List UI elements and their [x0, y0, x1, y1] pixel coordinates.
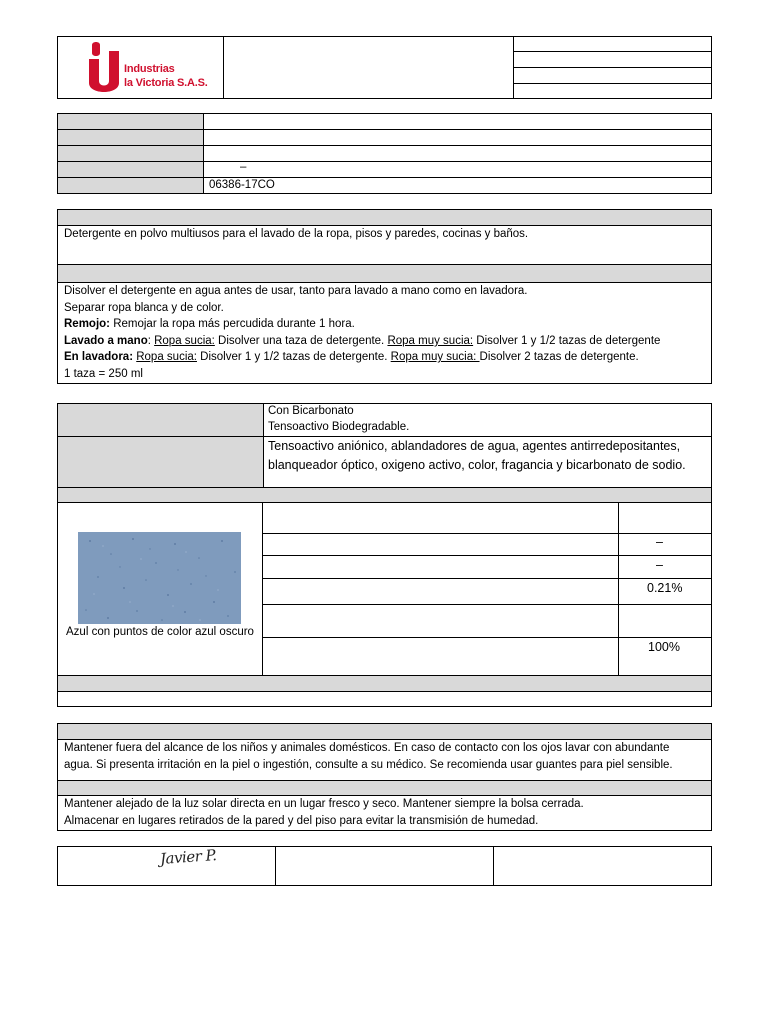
- machine-wash-label: En lavadora:: [64, 351, 134, 363]
- info-table: [57, 113, 712, 194]
- product-divider: [263, 403, 264, 487]
- uses-text: Detergente en polvo multiusos para el lavado de la ropa, pisos y paredes, cocinas y baños.: [64, 228, 529, 240]
- feature-bicarbonate: Con Bicarbonato: [268, 405, 354, 417]
- specs-divider: [262, 502, 263, 675]
- hand-wash-label: Lavado a mano: [64, 335, 148, 347]
- info-row-line: [57, 129, 712, 130]
- spec-value: –: [656, 535, 663, 549]
- instructions-remojo: [64, 316, 355, 333]
- logo-text-line2: la Victoria S.A.S.: [124, 77, 208, 89]
- product-row-line: [57, 502, 712, 503]
- logo-mark-icon: [86, 39, 122, 95]
- specs-row-line: [262, 637, 712, 638]
- signature-divider: [275, 846, 276, 886]
- specs-row-line: [262, 578, 712, 579]
- product-row-line: [57, 487, 712, 488]
- header-row-line: [513, 51, 712, 52]
- instructions-line: Disolver el detergente en agua antes de usar, tanto para lavado a mano como en lavadora.: [64, 285, 528, 297]
- info-row-line: [57, 145, 712, 146]
- dirty-label: Ropa sucia:: [154, 335, 215, 347]
- specs-row-line: [262, 555, 712, 556]
- header-divider: [223, 36, 224, 99]
- specs-row-line: [262, 533, 712, 534]
- separator: :: [147, 335, 155, 347]
- remojo-text: Remojar la ropa más percudida durante 1 hora.: [110, 318, 355, 330]
- color-swatch: [78, 532, 241, 624]
- composition-line: blanqueador óptico, oxigeno activo, color, fragancia y bicarbonato de sodio.: [268, 458, 686, 472]
- composition-line: Tensoactivo aniónico, ablandadores de agua, agentes antirredepositantes,: [268, 439, 681, 453]
- swatch-speckle-texture: [78, 532, 241, 624]
- specs-row-line: [262, 604, 712, 605]
- signature-divider: [493, 846, 494, 886]
- dirty-label: Ropa sucia:: [136, 351, 197, 363]
- dirty-text: Disolver una taza de detergente.: [214, 335, 388, 347]
- feature-biodegradable: Tensoactivo Biodegradable.: [268, 421, 410, 433]
- logo-text-line1: Industrias: [124, 63, 175, 75]
- precautions-line: Mantener fuera del alcance de los niños y animales domésticos. En caso de contacto con los ojos lavar con abundante: [64, 742, 670, 754]
- info-divider: [203, 113, 204, 194]
- safety-row-line: [57, 780, 712, 781]
- instructions-line: Separar ropa blanca y de color.: [64, 302, 224, 314]
- header-row-line: [513, 67, 712, 68]
- instructions-machine-wash: [64, 349, 639, 366]
- info-row-line: [57, 161, 712, 162]
- instructions-hand-wash: [64, 333, 660, 350]
- storage-line: Mantener alejado de la luz solar directa en un lugar fresco y seco. Mantener siempre la bolsa cerrada.: [64, 798, 584, 810]
- product-row-line: [57, 691, 712, 692]
- info-dash: –: [240, 161, 247, 173]
- very-dirty-text: Disolver 2 tazas de detergente.: [479, 351, 639, 363]
- info-row-line: [57, 177, 712, 178]
- spec-value-ph: 0.21%: [647, 581, 683, 595]
- dirty-text: Disolver 1 y 1/2 tazas de detergente.: [196, 351, 391, 363]
- company-logo: [86, 39, 206, 95]
- swatch-caption: Azul con puntos de color azul oscuro: [66, 626, 254, 638]
- spec-value-purity: 100%: [648, 640, 680, 654]
- specs-divider: [618, 502, 619, 675]
- very-dirty-label: Ropa muy sucia:: [387, 335, 474, 347]
- instructions-cup-measure: 1 taza = 250 ml: [64, 368, 143, 380]
- spec-value: –: [656, 558, 663, 572]
- signature-table: [57, 846, 712, 886]
- product-row-line: [57, 675, 712, 676]
- remojo-label: Remojo:: [64, 318, 110, 330]
- section-row-line: [57, 264, 712, 265]
- product-code: 06386-17CO: [209, 179, 275, 191]
- header-row-line: [513, 83, 712, 84]
- very-dirty-label: Ropa muy sucia:: [390, 351, 480, 363]
- handwritten-signature: Javier P.: [159, 846, 217, 868]
- very-dirty-text: Disolver 1 y 1/2 tazas de detergente: [473, 335, 661, 347]
- storage-line: Almacenar en lugares retirados de la pared y del piso para evitar la transmisión de humedad.: [64, 815, 539, 827]
- precautions-line: agua. Si presenta irritación en la piel o ingestión, consulte a su médico. Se recomienda usar guantes para piel sensible.: [64, 759, 673, 771]
